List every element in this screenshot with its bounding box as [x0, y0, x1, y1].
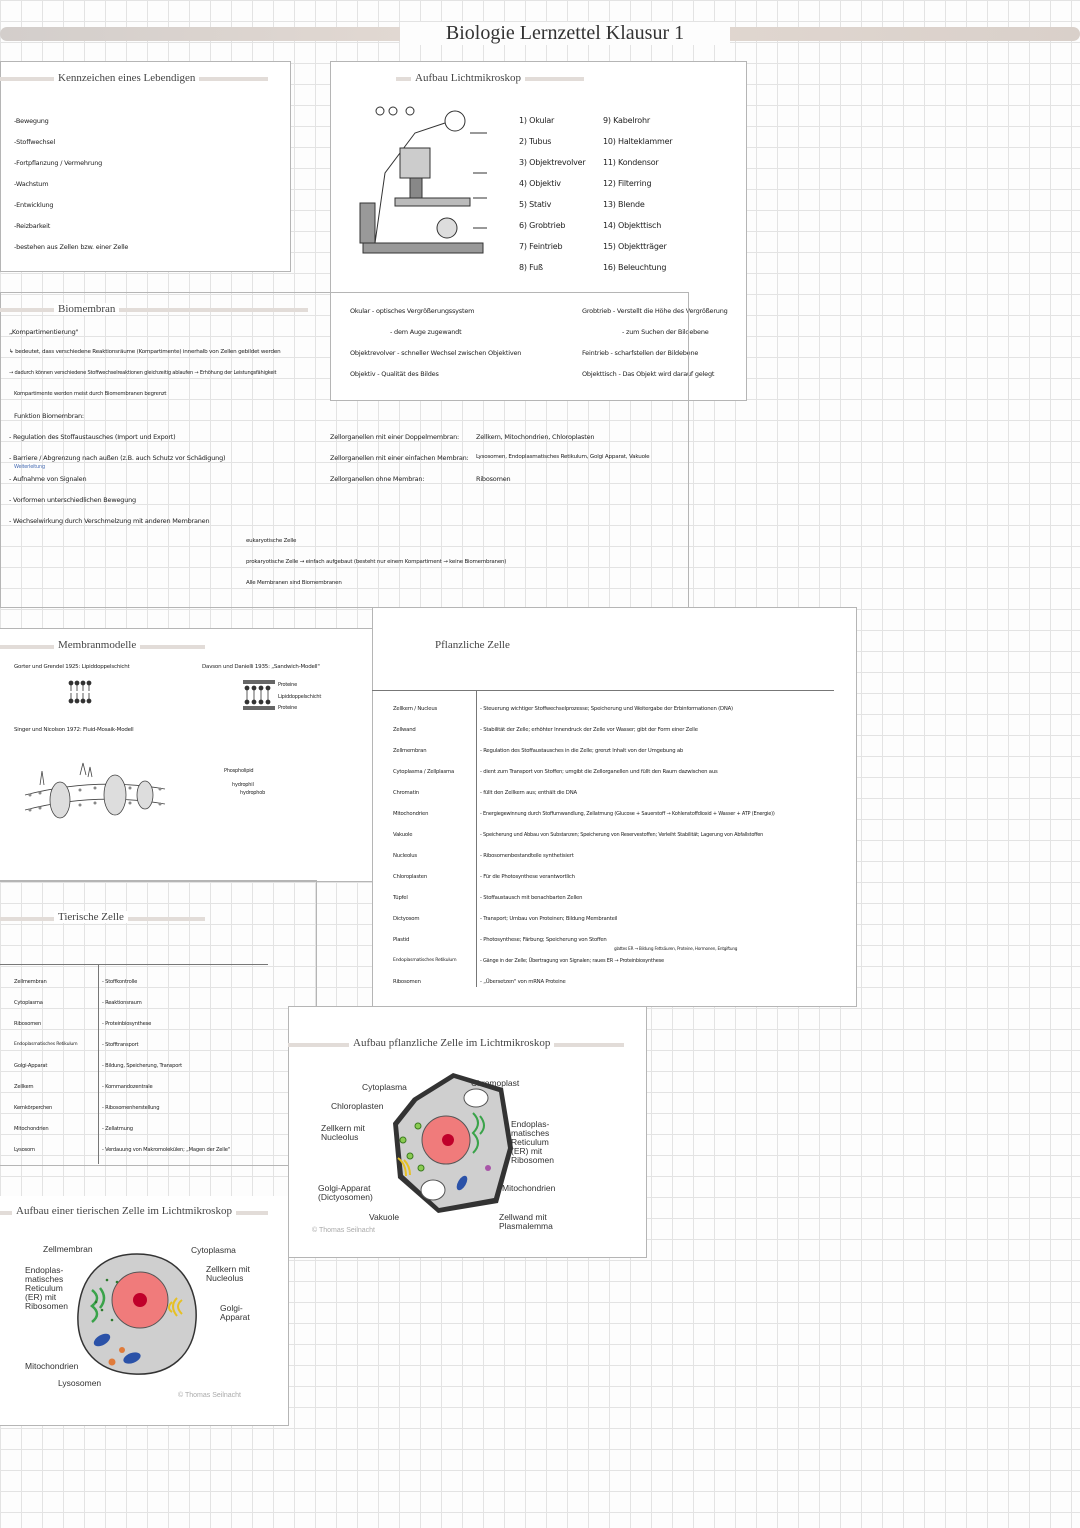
definition: Okular - optisches Vergrößerungssystem: [350, 307, 475, 315]
text-line: Zellorganellen mit einer einfachen Membran:: [330, 454, 469, 462]
list-item: 14) Objekttisch: [603, 221, 662, 230]
table-cell-def: - Stoffkontrolle: [102, 979, 138, 985]
table-cell-def: - Proteinbiosynthese: [102, 1021, 152, 1027]
label-hydrophil: hydrophil: [232, 782, 254, 788]
section-title-tierische-zelle: Tierische Zelle: [54, 911, 128, 923]
model-davson: Davson und Danielli 1935: „Sandwich-Modell": [202, 664, 320, 670]
definition: Objektrevolver - schneller Wechsel zwischen Objektiven: [350, 349, 522, 357]
text-line: Zellorganellen mit einer Doppelmembran:: [330, 433, 460, 441]
text-line: Lysosomen, Endoplasmatisches Retikulum, Golgi Apparat, Vakuole: [476, 454, 650, 460]
text-line: Ribosomen: [476, 475, 511, 483]
list-item: -Stoffwechsel: [14, 138, 56, 146]
text-line: Alle Membranen sind Biomembranen: [246, 580, 342, 586]
table-cell-term: Endoplasmatisches Retikulum: [14, 1042, 78, 1047]
table-cell-term: Zellkern: [14, 1084, 34, 1090]
table-cell-term: Zellkern / Nucleus: [393, 706, 438, 712]
definition: Feintrieb - scharfstellen der Bildebene: [582, 349, 699, 357]
copyright: © Thomas Seilnacht: [312, 1227, 376, 1234]
copyright: © Thomas Seilnacht: [178, 1392, 242, 1399]
table-cell-def: - „Übersetzen" von mRNA Proteine: [480, 979, 566, 985]
label-mitochondrien: Mitochondrien: [25, 1361, 79, 1371]
section-title-aufbau-tier: Aufbau einer tierischen Zelle im Lichtmikroskop: [12, 1205, 236, 1217]
table-cell-def: - Stofftransport: [102, 1042, 139, 1048]
section-title-pflanzliche-zelle: Pflanzliche Zelle: [431, 639, 514, 651]
table-cell-def: - dient zum Transport von Stoffen; umgibt die Zellorganellen und füllt den Raum dazwischen aus: [480, 769, 718, 775]
text-line: ↳ bedeutet, dass verschiedene Reaktionsräume (Kompartimente) innerhalb von Zellen gebildet werden: [9, 349, 281, 355]
label-phospholipid: Phospholipid: [224, 768, 254, 774]
definition: Objektiv - Qualität des Bildes: [350, 370, 439, 378]
label-er: Endoplas-matisches Reticulum (ER) mit Ribosomen: [25, 1265, 68, 1311]
table-cell-def: - Zellatmung: [102, 1126, 133, 1132]
sandwich-model-icon: [243, 680, 275, 710]
definition: - dem Auge zugewandt: [390, 328, 462, 336]
list-item: -bestehen aus Zellen bzw. einer Zelle: [14, 243, 129, 251]
table-cell-def: - Reaktionsraum: [102, 1000, 142, 1006]
table-cell-term: Ribosomen: [393, 979, 421, 985]
animal-cell-diagram: [72, 1250, 202, 1380]
label-protein: Proteine: [278, 705, 298, 711]
annotation-note: glattes ER → Bildung Fettsäuren, Proteine, Hormonen, Entgiftung: [614, 946, 738, 951]
table-cell-term: Endoplasmatisches Retikulum: [393, 958, 457, 963]
table-cell-term: Zellmembran: [14, 979, 47, 985]
list-item: 10) Halteklammer: [603, 137, 673, 146]
list-item: 4) Objektiv: [519, 179, 561, 188]
text-line: „Kompartimentierung": [9, 328, 79, 336]
label-chloroplasten: Chloroplasten: [331, 1101, 384, 1111]
text-line: - Vorformen unterschiedlichen Bewegung: [9, 496, 136, 504]
table-cell-term: Golgi-Apparat: [14, 1063, 48, 1069]
label-zellkern: Zellkern mit Nucleolus: [321, 1123, 365, 1142]
list-item: 13) Blende: [603, 200, 645, 209]
list-item: -Bewegung: [14, 117, 49, 125]
table-cell-term: Ribosomen: [14, 1021, 42, 1027]
list-item: 9) Kabelrohr: [603, 116, 650, 125]
label-golgi: Golgi-Apparat (Dictyosomen): [318, 1183, 373, 1202]
label-protein: Proteine: [278, 682, 298, 688]
table-cell-term: Mitochondrien: [14, 1126, 49, 1132]
text-line: → dadurch können verschiedene Stoffwechselreaktionen gleichzeitig ablaufen → Erhöhung der Leistungsfähigkeit: [9, 370, 277, 376]
table-cell-term: Mitochondrien: [393, 811, 429, 817]
table-cell-def: - Steuerung wichtiger Stoffwechselprozesse; Speicherung und Weitergabe der Erbinformationen (DNA): [480, 706, 733, 712]
table-cell-def: - Regulation des Stoffaustausches in die Zelle; grenzt Inhalt von der Umgebung ab: [480, 748, 684, 754]
label-cytoplasma: Cytoplasma: [362, 1082, 407, 1092]
section-title-biomembran: Biomembran: [54, 303, 119, 315]
text-line: prokaryotische Zelle → einfach aufgebaut (besteht nur einem Kompartiment → keine Biomembranen): [246, 559, 507, 565]
table-cell-def: - Gänge in der Zelle; Übertragung von Signalen; raues ER → Proteinbiosynthese: [480, 958, 664, 964]
annotation-note: Weiterleitung: [14, 464, 45, 470]
text-line: Zellkern, Mitochondrien, Chloroplasten: [476, 433, 595, 441]
label-lipid: Lipiddoppelschicht: [278, 694, 322, 700]
table-cell-term: Nucleolus: [393, 853, 417, 859]
list-item: -Wachstum: [14, 180, 49, 188]
list-item: -Fortpflanzung / Vermehrung: [14, 159, 103, 167]
list-item: -Reizbarkeit: [14, 222, 51, 230]
text-line: - Regulation des Stoffaustausches (Import und Export): [9, 433, 176, 441]
list-item: -Entwicklung: [14, 201, 54, 209]
list-item: 5) Stativ: [519, 200, 552, 209]
table-cell-term: Chloroplasten: [393, 874, 428, 880]
model-singer: Singer und Nicolson 1972: Fluid-Mosaik-Modell: [14, 727, 134, 733]
table-cell-term: Cytoplasma / Zellplasma: [393, 769, 455, 775]
label-hydrophob: hydrophob: [240, 790, 266, 796]
table-cell-def: - Stoffaustausch mit benachbarten Zellen: [480, 895, 583, 901]
section-title-membranmodelle: Membranmodelle: [54, 639, 140, 651]
page-title: Biologie Lernzettel Klausur 1: [400, 22, 730, 45]
label-zellkern: Zellkern mit Nucleolus: [206, 1264, 250, 1283]
text-line: Kompartimente werden meist durch Biomembranen begrenzt: [14, 391, 167, 397]
table-cell-def: - Für die Photosynthese verantwortlich: [480, 874, 575, 880]
text-line: Funktion Biomembran:: [14, 412, 84, 420]
table-cell-term: Zellmembran: [393, 748, 427, 754]
list-item: 3) Objektrevolver: [519, 158, 586, 167]
table-cell-def: - Bildung, Speicherung, Transport: [102, 1063, 183, 1069]
lipid-bilayer-icon: [67, 680, 93, 704]
label-vakuole: Vakuole: [369, 1212, 400, 1222]
list-item: 7) Feintrieb: [519, 242, 563, 251]
label-zellwand: Zellwand mit Plasmalemma: [499, 1212, 553, 1231]
label-zellmembran: Zellmembran: [43, 1244, 93, 1254]
section-title-kennzeichen: Kennzeichen eines Lebendigen: [54, 72, 199, 84]
table-cell-term: Dictyosom: [393, 916, 420, 922]
definition: Objekttisch - Das Objekt wird darauf gelegt: [582, 370, 715, 378]
list-item: 2) Tubus: [519, 137, 552, 146]
table-cell-def: - Speicherung und Abbau von Substanzen; Speicherung von Reservestoffen; Verleiht Stabilität; Lagerung von Abfallstoffen: [480, 832, 764, 838]
label-cytoplasma: Cytoplasma: [191, 1245, 236, 1255]
text-line: Zellorganellen ohne Membran:: [330, 475, 425, 483]
text-line: - Barriere / Abgrenzung nach außen (z.B. auch Schutz vor Schädigung): [9, 454, 226, 462]
text-line: - Aufnahme von Signalen: [9, 475, 87, 483]
table-cell-def: - Kommandozentrale: [102, 1084, 153, 1090]
label-golgi: Golgi-Apparat: [220, 1303, 250, 1322]
definition: Grobtrieb - Verstellt die Höhe des Vergrößerung: [582, 307, 728, 315]
table-cell-def: - Transport; Umbau von Proteinen; Bildung Membranteil: [480, 916, 618, 922]
list-item: 16) Beleuchtung: [603, 263, 667, 272]
table-cell-def: - Photosynthese; Färbung; Speicherung von Stoffen: [480, 937, 607, 943]
definition: - zum Suchen der Bildebene: [622, 328, 709, 336]
table-cell-def: - Energiegewinnung durch Stoffumwandlung, Zellatmung (Glucose + Sauerstoff → Kohlenstoffdioxid + Wasser + ATP (Energie)): [480, 811, 775, 817]
table-cell-def: - Stabilität der Zelle; erhöhter Innendruck der Zelle vor Wasser; gibt der Form einer Zelle: [480, 727, 698, 733]
label-er: Endoplas-matisches Reticulum (ER) mit Ribosomen: [511, 1119, 554, 1165]
table-cell-term: Zellwand: [393, 727, 416, 733]
label-lysosomen: Lysosomen: [58, 1378, 102, 1388]
label-chromoplast: Chromoplast: [471, 1078, 520, 1088]
section-title-mikroskop: Aufbau Lichtmikroskop: [411, 72, 525, 84]
table-cell-def: - Ribosomenherstellung: [102, 1105, 160, 1111]
list-item: 6) Grobtrieb: [519, 221, 566, 230]
microscope-illustration: [355, 103, 495, 263]
model-gorter: Gorter und Grendel 1925: Lipiddoppelschicht: [14, 664, 130, 670]
table-cell-term: Cytoplasma: [14, 1000, 43, 1006]
list-item: 11) Kondensor: [603, 158, 659, 167]
plant-cell-diagram: [388, 1068, 518, 1218]
label-mitochondrien: Mitochondrien: [502, 1183, 556, 1193]
table-cell-def: - Ribosomenbestandteile synthetisiert: [480, 853, 574, 859]
text-line: eukaryotische Zelle: [246, 538, 297, 544]
table-cell-term: Chromatin: [393, 790, 419, 796]
table-cell-term: Vakuole: [393, 832, 413, 838]
fluid-mosaic-illustration: [20, 755, 170, 835]
section-title-aufbau-pflanze: Aufbau pflanzliche Zelle im Lichtmikroskop: [349, 1037, 554, 1049]
card-tierische-zelle: [0, 880, 317, 1166]
table-cell-term: Plastid: [393, 937, 410, 943]
table-cell-term: Kernkörperchen: [14, 1105, 53, 1111]
table-cell-term: Lysosom: [14, 1147, 35, 1153]
table-cell-term: Tüpfel: [393, 895, 408, 901]
list-item: 15) Objektträger: [603, 242, 667, 251]
list-item: 8) Fuß: [519, 263, 543, 272]
list-item: 1) Okular: [519, 116, 555, 125]
table-cell-def: - füllt den Zellkern aus; enthält die DNA: [480, 790, 577, 796]
table-cell-def: - Verdauung von Makromolekülen; „Magen der Zelle": [102, 1147, 230, 1153]
text-line: - Wechselwirkung durch Verschmelzung mit anderen Membranen: [9, 517, 210, 525]
list-item: 12) Filterring: [603, 179, 652, 188]
